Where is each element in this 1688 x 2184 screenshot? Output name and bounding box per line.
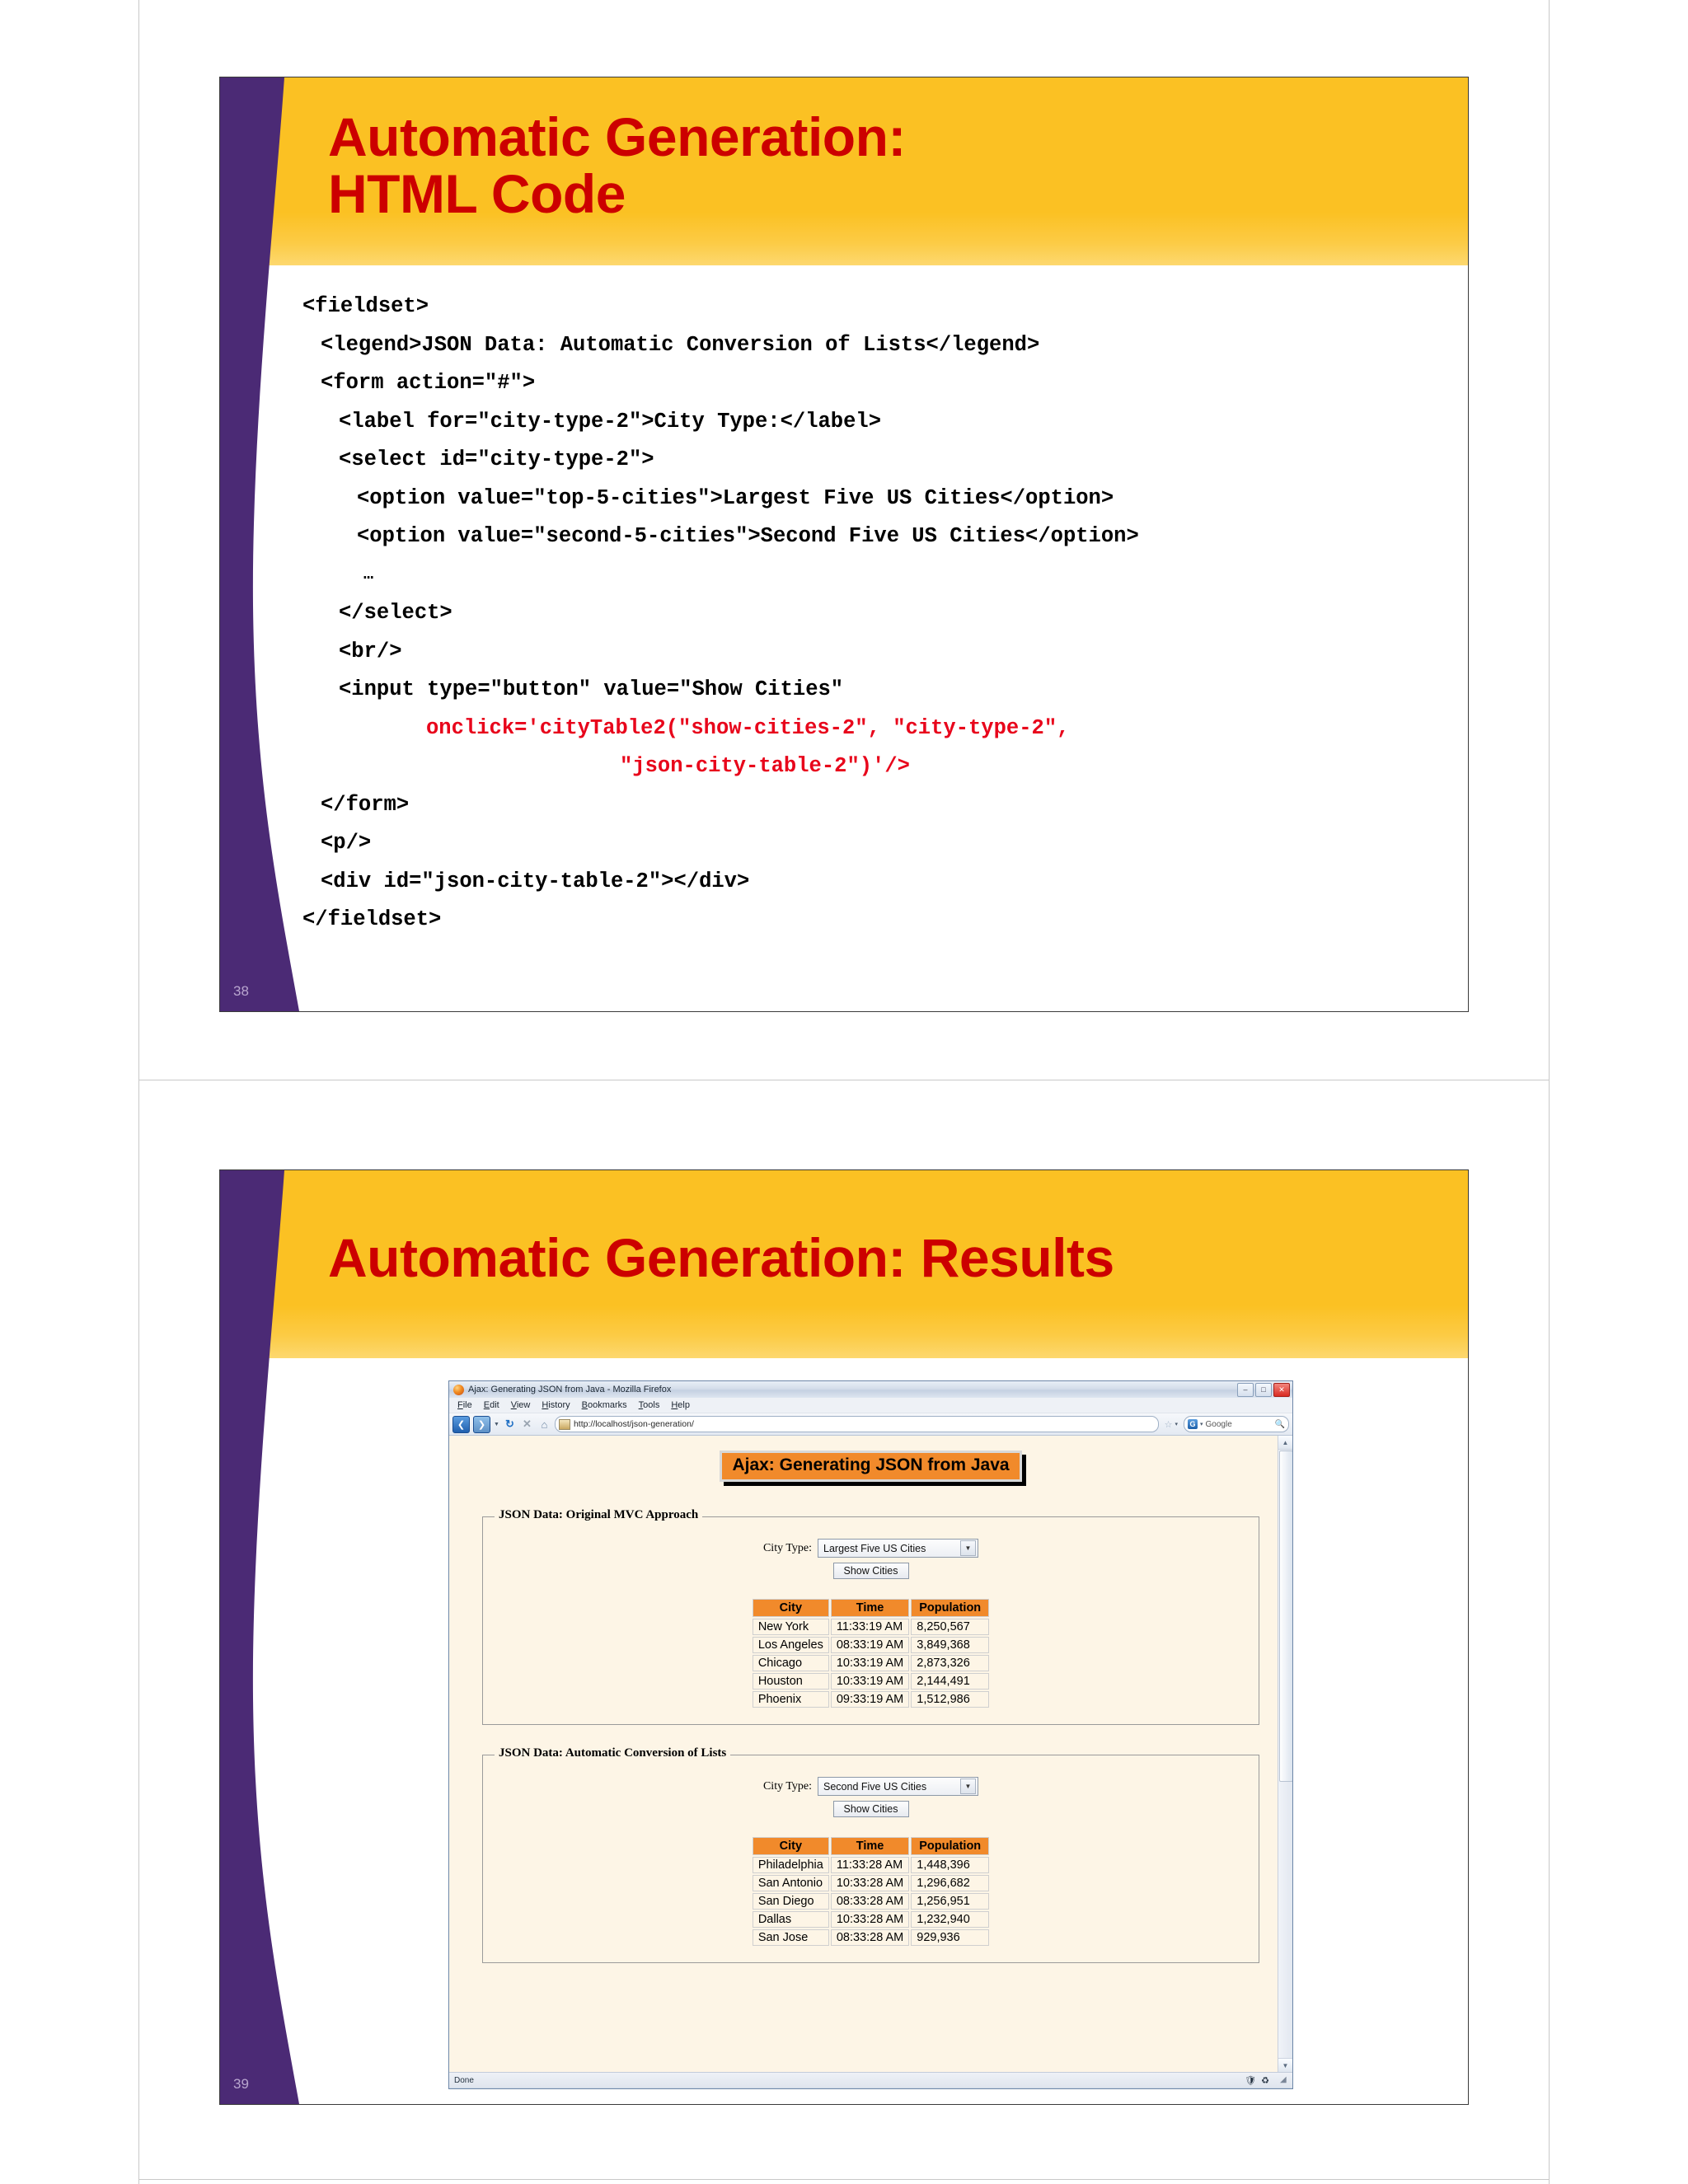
city-type-select-1[interactable] <box>818 1539 978 1558</box>
column-header-city: City <box>753 1599 829 1617</box>
cell-time: 10:33:19 AM <box>831 1673 909 1690</box>
code-line-10: <input type="button" value="Show Cities" <box>339 677 844 701</box>
menu-item-history[interactable]: History <box>542 1400 570 1410</box>
controls-row-1 <box>498 1539 1244 1558</box>
cell-city: Dallas <box>753 1911 829 1928</box>
city-type-select-1-value: Largest Five US Cities <box>823 1542 926 1554</box>
code-line-6: <option value="second-5-cities">Second Five US Cities</option> <box>357 524 1139 548</box>
table-row <box>753 1911 989 1928</box>
cell-population: 1,296,682 <box>911 1875 989 1891</box>
cell-time: 08:33:19 AM <box>831 1637 909 1653</box>
code-line-13: </form> <box>321 792 410 817</box>
forward-arrow-icon[interactable]: ❯ <box>473 1416 490 1433</box>
search-icon[interactable]: 🔍 <box>1274 1419 1285 1429</box>
slide-39-purple-accent <box>220 1170 335 2104</box>
close-button[interactable]: ✕ <box>1273 1383 1290 1397</box>
menu-item-help[interactable]: Help <box>671 1400 690 1410</box>
firefox-logo-icon <box>453 1385 464 1395</box>
slide-38-title <box>328 106 906 225</box>
url-text: http://localhost/json-generation/ <box>573 1419 694 1429</box>
cell-city: San Antonio <box>753 1875 829 1891</box>
scroll-down-button[interactable]: ▼ <box>1278 2058 1292 2072</box>
slide-38-number: 38 <box>233 983 249 999</box>
cell-population: 3,849,368 <box>911 1637 989 1653</box>
back-arrow-icon[interactable]: ❮ <box>452 1416 470 1433</box>
code-line-11: onclick='cityTable2("show-cities-2", "city-type-2", <box>426 715 1070 740</box>
search-bar[interactable] <box>1184 1416 1289 1432</box>
menu-item-tools[interactable]: Tools <box>638 1400 660 1410</box>
column-header-time: Time <box>831 1599 909 1617</box>
code-line-9: <br/> <box>339 639 402 663</box>
cell-time: 11:33:19 AM <box>831 1619 909 1635</box>
table-row <box>753 1875 989 1891</box>
cell-city: Phoenix <box>753 1691 829 1708</box>
favicon-icon <box>559 1419 570 1430</box>
cell-population: 1,448,396 <box>911 1857 989 1873</box>
column-header-population: Population <box>911 1599 989 1617</box>
search-input[interactable]: Google <box>1205 1419 1232 1429</box>
city-type-select-2[interactable] <box>818 1777 978 1796</box>
city-table-2 <box>751 1835 991 1947</box>
code-line-15: <div id="json-city-table-2"></div> <box>321 869 750 893</box>
table-header-row <box>753 1599 989 1617</box>
cell-population: 1,512,986 <box>911 1691 989 1708</box>
shield-icon[interactable]: 🛡 <box>1245 2075 1257 2086</box>
slide-38-code-block <box>302 288 1139 940</box>
select-chevron-down-icon: ▼ <box>960 1540 976 1556</box>
code-line-4: <select id="city-type-2"> <box>339 448 654 471</box>
cell-population: 1,232,940 <box>911 1911 989 1928</box>
column-header-city: City <box>753 1837 829 1855</box>
slide-38-title-line2: HTML Code <box>328 163 626 225</box>
column-header-population: Population <box>911 1837 989 1855</box>
maximize-button[interactable]: □ <box>1255 1383 1272 1397</box>
table-row <box>753 1655 989 1671</box>
code-line-3: <label for="city-type-2">City Type:</label> <box>339 409 882 434</box>
code-line-7: … <box>363 565 374 584</box>
select-chevron-down-icon-2: ▼ <box>960 1779 976 1794</box>
browser-menu-bar <box>449 1398 1292 1413</box>
code-line-14: <p/> <box>321 831 372 855</box>
page-heading: Ajax: Generating JSON from Java <box>720 1451 1021 1482</box>
fieldset-automatic-conversion <box>482 1746 1259 1963</box>
code-line-12: "json-city-table-2")'/> <box>620 754 910 778</box>
controls-row-2 <box>498 1777 1244 1796</box>
cell-time: 11:33:28 AM <box>831 1857 909 1873</box>
firefox-window <box>448 1380 1293 2089</box>
cell-city: Chicago <box>753 1655 829 1671</box>
code-line-5: <option value="top-5-cities">Largest Five US Cities</option> <box>357 485 1114 510</box>
table-row <box>753 1637 989 1653</box>
vertical-scrollbar[interactable] <box>1278 1436 1292 2072</box>
recycle-icon[interactable]: ♻ <box>1261 2075 1269 2086</box>
menu-item-edit[interactable]: Edit <box>483 1400 499 1410</box>
search-engine-chevron-icon[interactable]: ▾ <box>1200 1422 1203 1427</box>
code-line-8: </select> <box>339 601 452 625</box>
table-row <box>753 1893 989 1910</box>
minimize-button[interactable]: – <box>1237 1383 1254 1397</box>
legend-original-mvc: JSON Data: Original MVC Approach <box>495 1508 702 1522</box>
column-header-time: Time <box>831 1837 909 1855</box>
city-type-label-1: City Type: <box>762 1541 813 1554</box>
chevron-down-icon[interactable]: ▼ <box>494 1421 499 1427</box>
cell-time: 10:33:28 AM <box>831 1911 909 1928</box>
cell-population: 1,256,951 <box>911 1893 989 1910</box>
slide-38 <box>219 77 1469 1012</box>
code-line-0: <fieldset> <box>302 294 429 318</box>
cell-population: 929,936 <box>911 1929 989 1946</box>
cell-city: Los Angeles <box>753 1637 829 1653</box>
cell-time: 09:33:19 AM <box>831 1691 909 1708</box>
cell-time: 08:33:28 AM <box>831 1893 909 1910</box>
scrollbar-thumb[interactable] <box>1279 1451 1292 1782</box>
cell-city: San Diego <box>753 1893 829 1910</box>
code-line-1: <legend>JSON Data: Automatic Conversion of Lists</legend> <box>321 332 1040 357</box>
table-row <box>753 1673 989 1690</box>
legend-automatic-conversion: JSON Data: Automatic Conversion of Lists <box>495 1746 730 1760</box>
cell-time: 10:33:19 AM <box>831 1655 909 1671</box>
table-row <box>753 1857 989 1873</box>
scroll-up-button[interactable]: ▲ <box>1278 1436 1292 1450</box>
status-text: Done <box>454 2075 474 2085</box>
cell-city: Philadelphia <box>753 1857 829 1873</box>
show-cities-button-1[interactable]: Show Cities <box>833 1563 909 1579</box>
city-type-label-2: City Type: <box>762 1779 813 1793</box>
cell-time: 08:33:28 AM <box>831 1929 909 1946</box>
cell-population: 2,873,326 <box>911 1655 989 1671</box>
city-table-1 <box>751 1597 991 1709</box>
show-cities-button-2[interactable]: Show Cities <box>833 1801 909 1817</box>
browser-status-bar <box>449 2072 1292 2088</box>
cell-time: 10:33:28 AM <box>831 1875 909 1891</box>
slide-39-number: 39 <box>233 2076 249 2092</box>
cell-population: 2,144,491 <box>911 1673 989 1690</box>
code-line-2: <form action="#"> <box>321 371 536 395</box>
slide-39-title: Automatic Generation: Results <box>328 1227 1114 1288</box>
url-bar[interactable] <box>555 1416 1159 1432</box>
table-row <box>753 1619 989 1635</box>
menu-item-view[interactable]: View <box>510 1400 531 1410</box>
stop-icon[interactable]: ✕ <box>522 1418 532 1430</box>
browser-nav-toolbar <box>449 1413 1292 1436</box>
table-row <box>753 1929 989 1946</box>
slide-39 <box>219 1169 1469 2105</box>
cell-city: San Jose <box>753 1929 829 1946</box>
google-icon: G <box>1188 1419 1198 1429</box>
reload-icon[interactable]: ↻ <box>504 1418 514 1430</box>
status-icons <box>1245 2075 1269 2086</box>
cell-population: 8,250,567 <box>911 1619 989 1635</box>
home-icon[interactable]: ⌂ <box>541 1418 548 1431</box>
resize-grip-icon[interactable]: ◢ <box>1280 2075 1287 2084</box>
table-row <box>753 1691 989 1708</box>
city-type-select-2-value: Second Five US Cities <box>823 1780 927 1793</box>
window-title: Ajax: Generating JSON from Java - Mozilla Firefox <box>468 1385 672 1394</box>
bookmark-star[interactable] <box>1162 1419 1180 1430</box>
star-chevron-icon: ▾ <box>1175 1422 1178 1427</box>
code-line-16: </fieldset> <box>302 907 442 931</box>
table-header-row <box>753 1837 989 1855</box>
cell-city: New York <box>753 1619 829 1635</box>
page-divider-bottom <box>138 2179 1550 2180</box>
browser-title-bar <box>449 1381 1292 1398</box>
cell-city: Houston <box>753 1673 829 1690</box>
browser-viewport <box>449 1436 1292 2072</box>
menu-item-bookmarks[interactable]: Bookmarks <box>581 1400 627 1410</box>
fieldset-original-mvc <box>482 1508 1259 1725</box>
star-icon: ☆ <box>1164 1419 1173 1430</box>
window-controls <box>1237 1383 1290 1397</box>
slide-38-title-line1: Automatic Generation: <box>328 106 906 167</box>
menu-item-file[interactable]: File <box>457 1400 472 1410</box>
